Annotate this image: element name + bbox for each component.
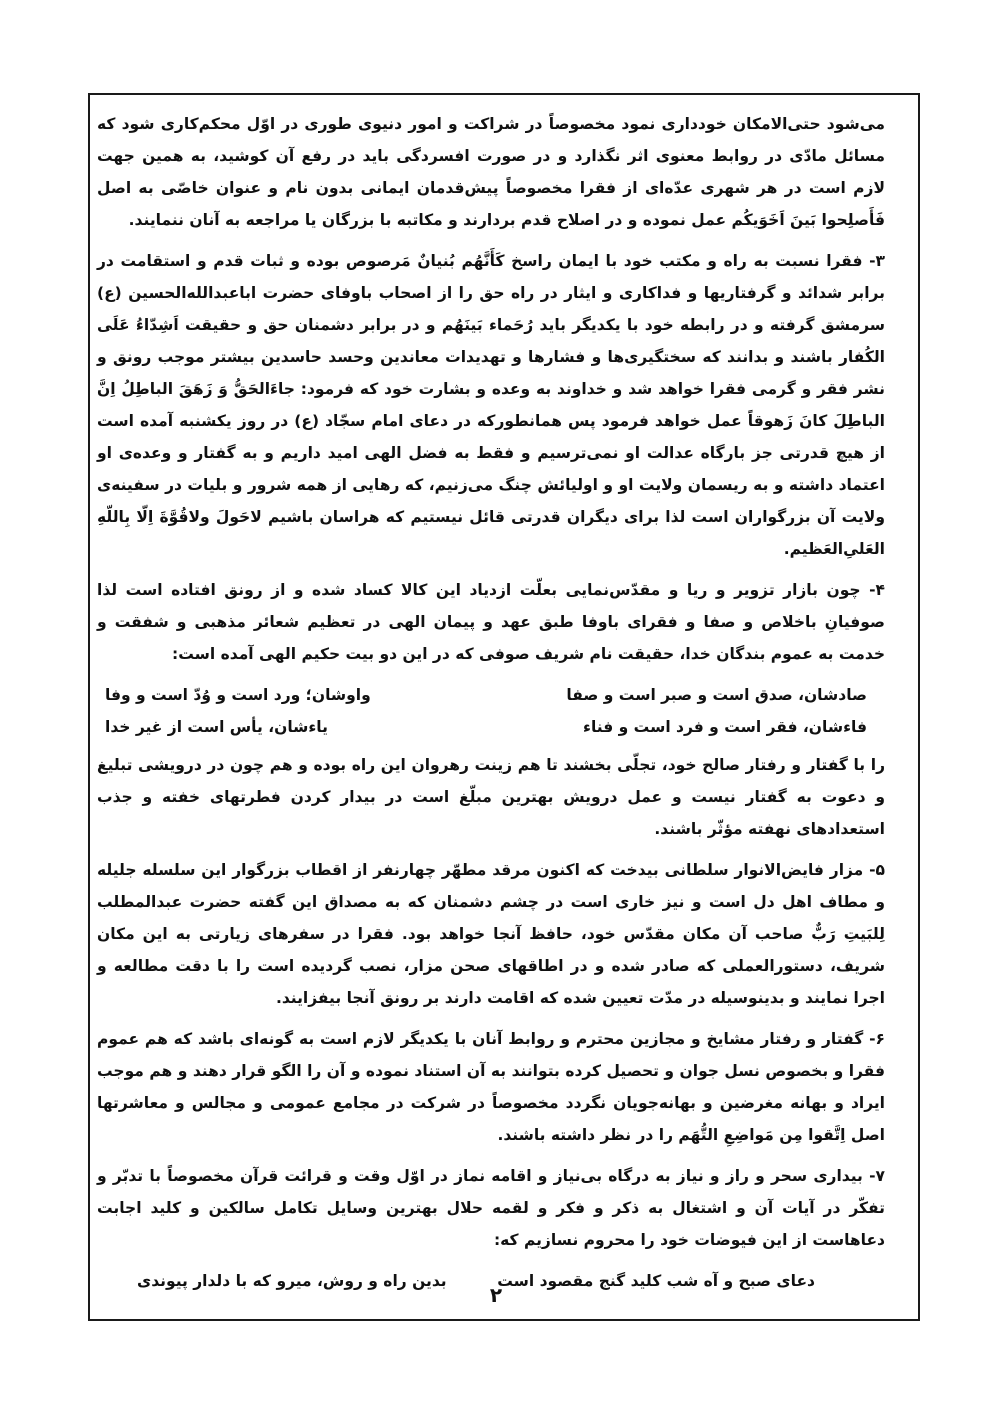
document-body xyxy=(97,108,885,1297)
paragraph-5: ۵- مزار فایض‌الانوار سلطانی بیدخت که اکنون مرقد مطهّر چهارنفر از اقطاب بزرگوار این سلسله جلیله و مطاف اهل دل است و نیز خاری است در چشم دشمنان که به مصداق این گفته حضرت عبدالمطلب لِلبَیتِ رَبٌّ صاحب آن مکان مقدّس خود، حافظ آنجا خواهد بود. فقرا در سفرهای زیارتی به این مکان شریف، دستورالعملی که صادر شده و در اطاقهای صحن مزار، نصب گردیده است را با دقت مطالعه و اجرا نمایند و بدینوسیله در مدّت تعیین شده که اقامت دارند بر رونق آنجا بیفزایند. xyxy=(97,861,885,1007)
paragraph-4-continued: را با گفتار و رفتار صالح خود، تجلّی بخشند تا هم زینت رهروان این راه بوده و هم چون در درویشی تبلیغ و دعوت به گفتار نیست و عمل درویش بهترین مبلّغ است در بیدار کردن فطرتهای خفته و جذب استعدادهای نهفته مؤثّر باشند. xyxy=(97,756,885,838)
poem-row-1 xyxy=(97,679,885,711)
closing-hemistich-left: بدین راه و روش، میرو که با دلدار پیوندی xyxy=(137,1272,447,1290)
paragraph-4: ۴- چون بازار تزویر و ریا و مقدّس‌نمایی بعلّت ازدیاد این کالا کساد شده و از رونق افتاده است لذا صوفیانِ باخلاص و صفا و فقرای باوفا طبق عهد و پیمان الهی در تعظیم شعائر مذهبی و شفقت و خدمت به عموم بندگان خدا، حقیقت نام شریف صوفی که در این دو بیت حکیم الهی آمده است: xyxy=(97,581,885,663)
hemistich-2-right: فاءشان، فقر است و فرد است و فناء xyxy=(583,718,867,736)
paragraph-6: ۶- گفتار و رفتار مشایخ و مجازین محترم و روابط آنان با یکدیگر لازم است به گونه‌ای باشد که هم عموم فقرا و بخصوص نسل جوان و تحصیل کرده بتوانند به آن استناد نموده و آن را الگو قرار دهند و هم موجب ایراد و بهانه مغرضین و بهانه‌جویان نگردد مخصوصاً در شرکت در مجامع عمومی و مجالس و معاشرتها اصل اِتَّقوا مِن مَواضِعِ التُّهَم را در نظر داشته باشند. xyxy=(97,1030,885,1144)
hemistich-1-left: واوشان؛ ورد است و وُدّ است و وفا xyxy=(105,686,371,704)
poem-sufi-verses xyxy=(97,679,885,743)
closing-hemistich-right: دعای صبح و آه شب کلید گنج مقصود است xyxy=(497,1272,815,1290)
paragraph-intro: می‌شود حتی‌الامکان خودداری نمود مخصوصاً در شراکت و امور دنیوی طوری در اوّل محکم‌کاری شود که مسائل مادّی در روابط معنوی اثر نگذارد و در صورت افسردگی باید در رفع آن کوشید، به همین جهت لازم است در هر شهری عدّه‌ای از فقرا مخصوصاً پیش‌قدمان ایمانی بدون نام و عنوان خاصّی به اصل فَأَصلِحوا بَینَ اَخَوَیکُم عمل نموده و در اصلاح قدم بردارند و مکاتبه با بزرگان یا مراجعه به آنان ننمایند. xyxy=(97,115,885,229)
poem-row-2 xyxy=(97,711,885,743)
page-number: ۲ xyxy=(489,1283,503,1307)
hemistich-1-right: صادشان، صدق است و صبر است و صفا xyxy=(566,686,867,704)
paragraph-7: ۷- بیداری سحر و راز و نیاز به درگاه بی‌نیاز و اقامه نماز در اوّل وقت و قرائت قرآن مخصوصاً با تدبّر و تفکّر در آیات آن و اشتغال به ذکر و فکر و لقمه حلال بهترین وسایل تکامل سالکین و کلید اجابت دعاهاست از این فیوضات خود را محروم نسازیم که: xyxy=(97,1167,885,1249)
paragraph-3: ۳- فقرا نسبت به راه و مکتب خود با ایمان راسخ کَأَنَّهُم بُنیانٌ مَرصوص بوده و ثبات قدم و استقامت در برابر شدائد و گرفتاریها و فداکاری و ایثار در راه حق را از اصحاب باوفای حضرت اباعبدالله‌الحسین (ع) سرمشق گرفته و در رابطه خود با یکدیگر باید رُحَماء بَینَهُم و در برابر دشمنان حق و حقیقت اَشِدّاءُ عَلَی الکُفار باشند و بدانند که سختگیری‌ها و فشارها و تهدیدات معاندین وحسد حاسدین بیشتر موجب رونق و نشر فقر و گرمی فقرا خواهد شد و خداوند به وعده و بشارت خود که فرمود: جاءَالحَقُّ وَ زَهَقَ الباطِلُ اِنَّ الباطِلَ کانَ زَهوقاً عمل خواهد فرمود پس همانطورکه در دعای امام سجّاد (ع) در روز یکشنبه آمده است از هیچ قدرتی جز بارگاه عدالت او نمی‌ترسیم و فقط به فضل الهی امید داریم و به گفتار و وعده‌ی او اعتماد داشته و به ریسمان ولایت او و اولیائش چنگ می‌زنیم، که رهایی از همه شرور و بلیات در سفینه‌ی ولایت آن بزرگواران است لذا برای دیگران قدرتی قائل نیستیم که هراسان باشیم لاحَولَ ولاقُوَّةَ اِلّا بِاللّهِ العَلیِ‌العَظیم. xyxy=(97,252,885,558)
hemistich-2-left: یاءشان، یأس است از غیر خدا xyxy=(105,718,328,736)
